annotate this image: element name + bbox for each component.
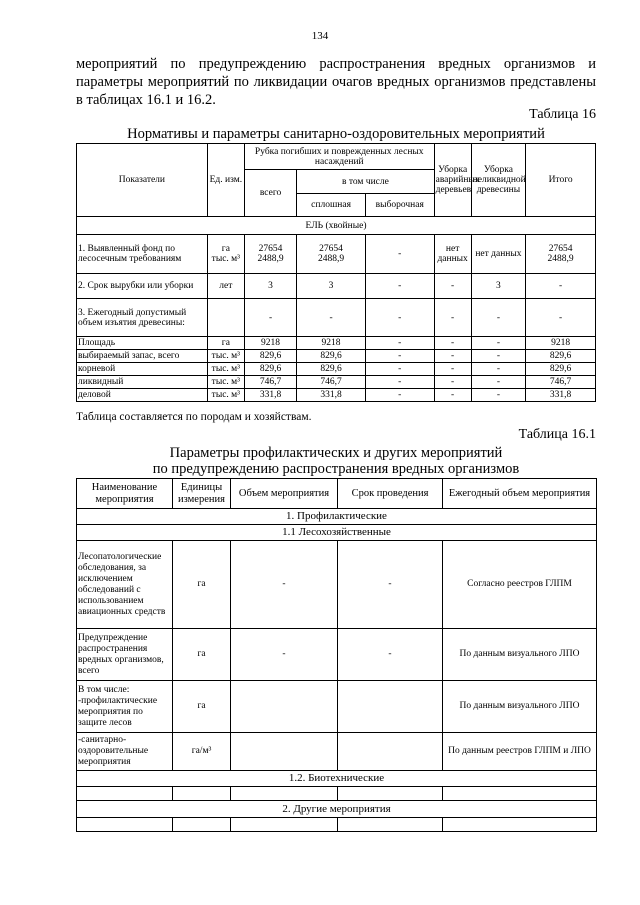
table161-title-line1: Параметры профилактических и других мероприятий xyxy=(169,445,503,461)
header-clear: сплошная xyxy=(297,194,366,217)
table-row: выбираемый запас, всего тыс. м³ 829,6 829,6 - - - 829,6 xyxy=(77,350,596,363)
header-incl: в том числе xyxy=(297,170,434,194)
intro-paragraph: мероприятий по предупреждению распространения вредных организмов и параметры мероприятий по ликвидации очагов вредных организмов представлены в таблицах 16.1 и 16.2. xyxy=(76,56,596,108)
table-row: 2. Срок вырубки или уборки лет 3 3 - - 3 - xyxy=(77,274,596,299)
header-name: Наименование мероприятия xyxy=(77,479,173,509)
header-indicators: Показатели xyxy=(77,144,208,217)
section-forestry: 1.1 Лесохозяйственные xyxy=(77,525,597,541)
table-row: Предупреждение распространения вредных организмов, всего га - - По данным визуального ЛПО xyxy=(77,629,597,681)
header-annual: Ежегодный объем мероприятия xyxy=(443,479,597,509)
table16-note: Таблица составляется по породам и хозяйствам. xyxy=(76,411,312,423)
table-row: В том числе: -профилактические мероприятия по защите лесов га По данным визуального ЛПО xyxy=(77,681,597,733)
header-total-felling: всего xyxy=(244,170,296,217)
table161-caption: Таблица 16.1 xyxy=(518,427,596,442)
header-volume: Объем мероприятия xyxy=(231,479,338,509)
header-felling: Рубка погибших и поврежденных лесных насаждений xyxy=(244,144,434,170)
table16-caption: Таблица 16 xyxy=(529,107,596,122)
section-biotech: 1.2. Биотехнические xyxy=(77,771,597,787)
table-row: 3. Ежегодный допустимый объем изъятия древесины: - - - - - - xyxy=(77,299,596,337)
header-selective: выборочная xyxy=(365,194,434,217)
table-row: корневой тыс. м³ 829,6 829,6 - - - 829,6 xyxy=(77,363,596,376)
section-prophylactic: 1. Профилактические xyxy=(77,509,597,525)
table16-title: Нормативы и параметры санитарно-оздоровительных мероприятий xyxy=(127,126,545,142)
header-unit: Единицы измерения xyxy=(173,479,231,509)
table-row: Лесопатологические обследования, за исключением обследований с использованием авиационных средств га - - Согласно реестров ГЛПМ xyxy=(77,541,597,629)
table-row-empty xyxy=(77,787,597,801)
table-row: Площадь га 9218 9218 - - - 9218 xyxy=(77,337,596,350)
header-term: Срок проведения xyxy=(338,479,443,509)
table-row: деловой тыс. м³ 331,8 331,8 - - - 331,8 xyxy=(77,389,596,402)
table-row: -санитарно-оздоровительные мероприятия га/м³ По данным реестров ГЛПМ и ЛПО xyxy=(77,733,597,771)
header-emergency: Уборка аварийных деревьев xyxy=(434,144,471,217)
table-row-empty xyxy=(77,818,597,832)
table-16 xyxy=(76,143,596,402)
table-16-1 xyxy=(76,478,597,832)
page-number: 134 xyxy=(311,30,329,42)
species-row: ЕЛЬ (хвойные) xyxy=(77,217,596,235)
table161-title-line2: по предупреждению распространения вредных организмов xyxy=(152,461,520,477)
section-other: 2. Другие мероприятия xyxy=(77,801,597,818)
header-unliquid: Уборка неликвидной древесины xyxy=(471,144,526,217)
table-row: 1. Выявленный фонд по лесосечным требованиям га тыс. м³ 27654 2488,9 27654 2488,9 - нет данных нет данных 27654 2488,9 xyxy=(77,235,596,274)
header-unit: Ед. изм. xyxy=(207,144,244,217)
header-total: Итого xyxy=(526,144,596,217)
table-row: ликвидный тыс. м³ 746,7 746,7 - - - 746,7 xyxy=(77,376,596,389)
